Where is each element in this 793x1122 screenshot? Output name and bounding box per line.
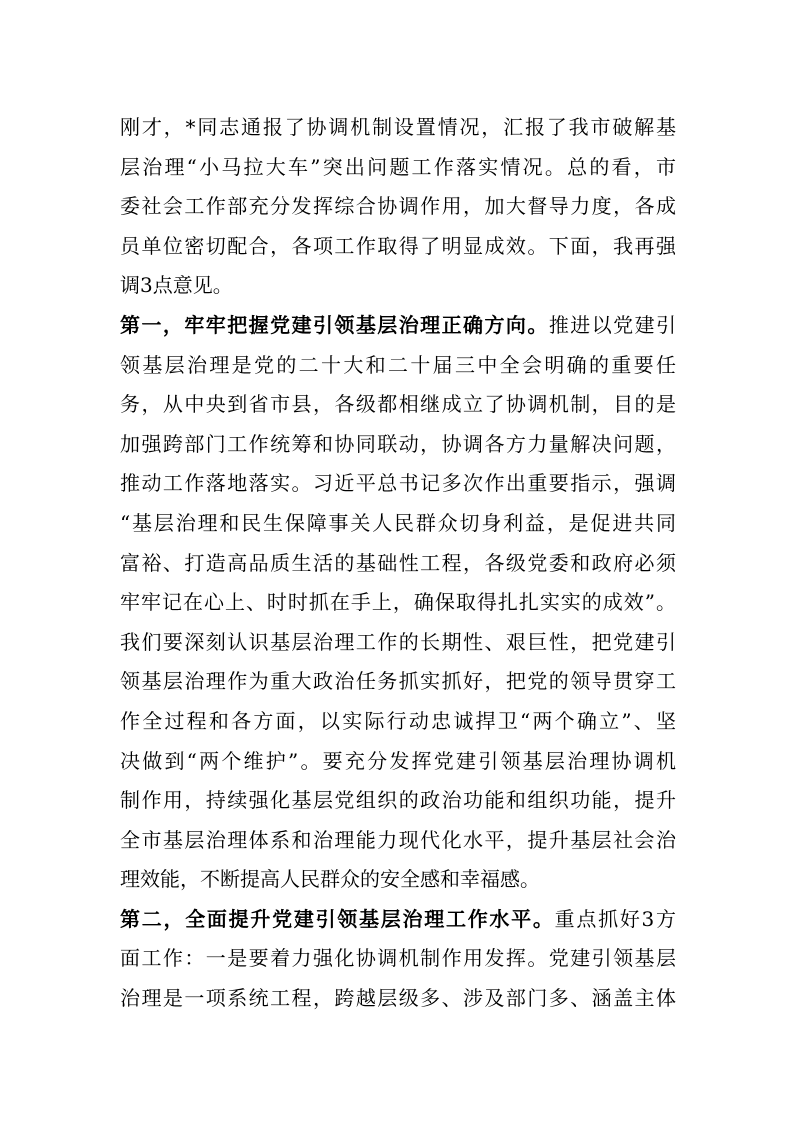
text-line: 面工作：一是要着力强化协调机制作用发挥。党建引领基层 — [120, 946, 676, 971]
text-line: 我们要深刻认识基层治理工作的长期性、艰巨性，把党建引 — [120, 629, 676, 654]
text-span: 推进以党建引 — [548, 312, 676, 337]
section-heading: 第一，牢牢把握党建引领基层治理正确方向。 — [120, 312, 549, 337]
text-line: 委社会工作部充分发挥综合协调作用，加大督导力度，各成 — [120, 194, 676, 219]
text-line: 全市基层治理体系和治理能力现代化水平，提升基层社会治 — [120, 827, 676, 852]
paragraph-first-point — [120, 306, 676, 900]
text-span: 重点抓好3方 — [554, 906, 676, 931]
text-line: “基层治理和民生保障事关人民群众切身利益，是促进共同 — [120, 510, 676, 535]
text-line: 理效能，不断提高人民群众的安全感和幸福感。 — [120, 867, 540, 892]
paragraph-second-point — [120, 900, 676, 1019]
text-line: 务，从中央到省市县，各级都相继成立了协调机制，目的是 — [120, 392, 676, 417]
text-line: 作全过程和各方面，以实际行动忠诚捍卫“两个确立”、坚 — [120, 708, 676, 733]
paragraph-intro — [120, 108, 676, 306]
text-line: 推动工作落地落实。习近平总书记多次作出重要指示，强调 — [120, 471, 676, 496]
text-line: 制作用，持续强化基层党组织的政治功能和组织功能，提升 — [120, 788, 676, 813]
text-line: 层治理“小马拉大车”突出问题工作落实情况。总的看，市 — [120, 154, 676, 179]
text-line: 调3点意见。 — [120, 273, 233, 298]
document-body — [120, 108, 676, 1019]
text-line: 加强跨部门工作统筹和协同联动，协调各方力量解决问题， — [120, 431, 676, 456]
text-line — [120, 900, 676, 940]
text-line: 治理是一项系统工程，跨越层级多、涉及部门多、涵盖主体 — [120, 986, 676, 1011]
text-line: 牢牢记在心上、时时抓在手上，确保取得扎扎实实的成效”。 — [120, 590, 676, 615]
text-line: 领基层治理作为重大政治任务抓实抓好，把党的领导贯穿工 — [120, 669, 676, 694]
text-line: 刚才，*同志通报了协调机制设置情况，汇报了我市破解基 — [120, 115, 676, 139]
section-heading: 第二，全面提升党建引领基层治理工作水平。 — [120, 906, 555, 931]
text-line: 决做到“两个维护”。要充分发挥党建引领基层治理协调机 — [120, 748, 676, 773]
text-line: 富裕、打造高品质生活的基础性工程，各级党委和政府必须 — [120, 550, 676, 575]
text-line: 员单位密切配合，各项工作取得了明显成效。下面，我再强 — [120, 233, 676, 258]
text-line: 领基层治理是党的二十大和二十届三中全会明确的重要任 — [120, 352, 676, 377]
text-line — [120, 306, 676, 346]
